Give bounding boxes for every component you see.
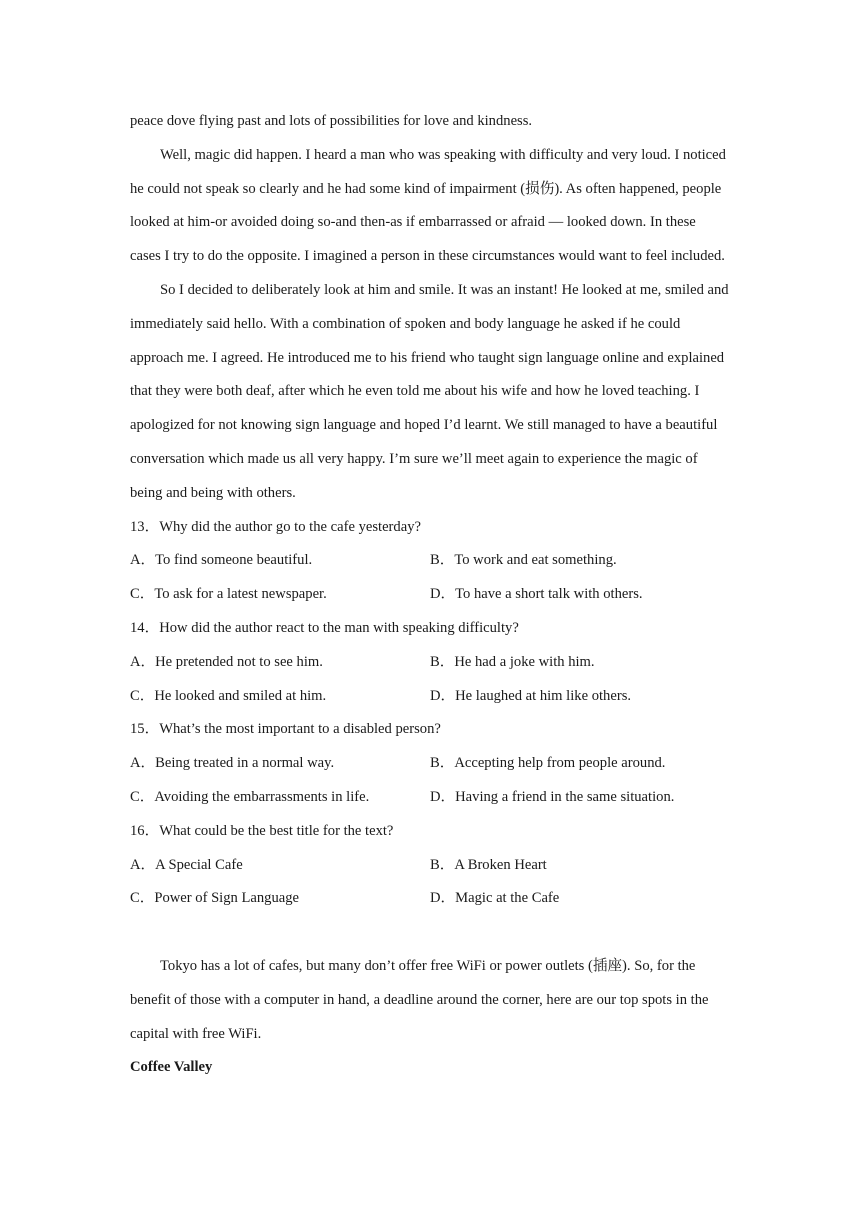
- question-15: [130, 713, 730, 814]
- option-c: C．To ask for a latest newspaper.: [130, 586, 327, 603]
- question-16: [130, 815, 730, 916]
- question-options: [130, 849, 730, 917]
- question-options: [130, 747, 730, 815]
- option-b: B．He had a joke with him.: [430, 653, 595, 670]
- question-stem: 15．What’s the most important to a disabled person?: [130, 721, 441, 738]
- option-d: D．He laughed at him like others.: [430, 687, 632, 704]
- passage1-paragraph-3: So I decided to deliberately look at him and smile. It was an instant! He looked at me, smiled and immediately said hello. With a combination of spoken and body language he asked if he could approach me. I agreed. He introduced me to his friend who taught sign language online and explained that they were both deaf, after which he even told me about his wife and how he loved teaching. I apologized for not knowing sign language and hoped I’d learnt. We still managed to have a beautiful conversation which made us all very happy. I’m sure we’ll meet again to experience the magic of being and being with others.: [130, 281, 729, 501]
- option-b: B．To work and eat something.: [430, 552, 617, 569]
- option-c: C．Power of Sign Language: [130, 890, 300, 907]
- passage2-paragraph: Tokyo has a lot of cafes, but many don’t offer free WiFi or power outlets (插座). So, for the benefit of those with a computer in hand, a deadline around the corner, here are our top spots in the capital with free WiFi.: [130, 957, 709, 1042]
- question-14: [130, 612, 730, 713]
- passage1-paragraph-2: Well, magic did happen. I heard a man who was speaking with difficulty and very loud. I noticed he could not speak so clearly and he had some kind of impairment (损伤). As often happened, people looked at him-or avoided doing so-and then-as if embarrassed or afraid — looked down. In these cases I try to do the opposite. I imagined a person in these circumstances would want to feel included.: [130, 146, 726, 265]
- question-options: [130, 544, 730, 612]
- section-spacer: [130, 916, 730, 950]
- question-13: [130, 511, 730, 612]
- option-a: A．To find someone beautiful.: [130, 552, 313, 569]
- question-stem: 13．Why did the author go to the cafe yesterday?: [130, 518, 421, 535]
- option-a: A．A Special Cafe: [130, 856, 243, 873]
- option-d: D．Having a friend in the same situation.: [430, 788, 675, 805]
- document-page: [130, 105, 730, 1085]
- option-a: A．He pretended not to see him.: [130, 653, 323, 670]
- option-c: C．He looked and smiled at him.: [130, 687, 327, 704]
- option-a: A．Being treated in a normal way.: [130, 755, 335, 772]
- option-b: B．Accepting help from people around.: [430, 755, 666, 772]
- question-stem: 14．How did the author react to the man with speaking difficulty?: [130, 619, 519, 636]
- question-stem: 16．What could be the best title for the text?: [130, 822, 394, 839]
- option-c: C．Avoiding the embarrassments in life.: [130, 788, 370, 805]
- option-d: D．Magic at the Cafe: [430, 890, 560, 907]
- section-heading: Coffee Valley: [130, 1059, 213, 1076]
- option-b: B．A Broken Heart: [430, 856, 547, 873]
- question-options: [130, 646, 730, 714]
- passage1-paragraph-1: peace dove flying past and lots of possibilities for love and kindness.: [130, 113, 533, 129]
- option-d: D．To have a short talk with others.: [430, 586, 643, 603]
